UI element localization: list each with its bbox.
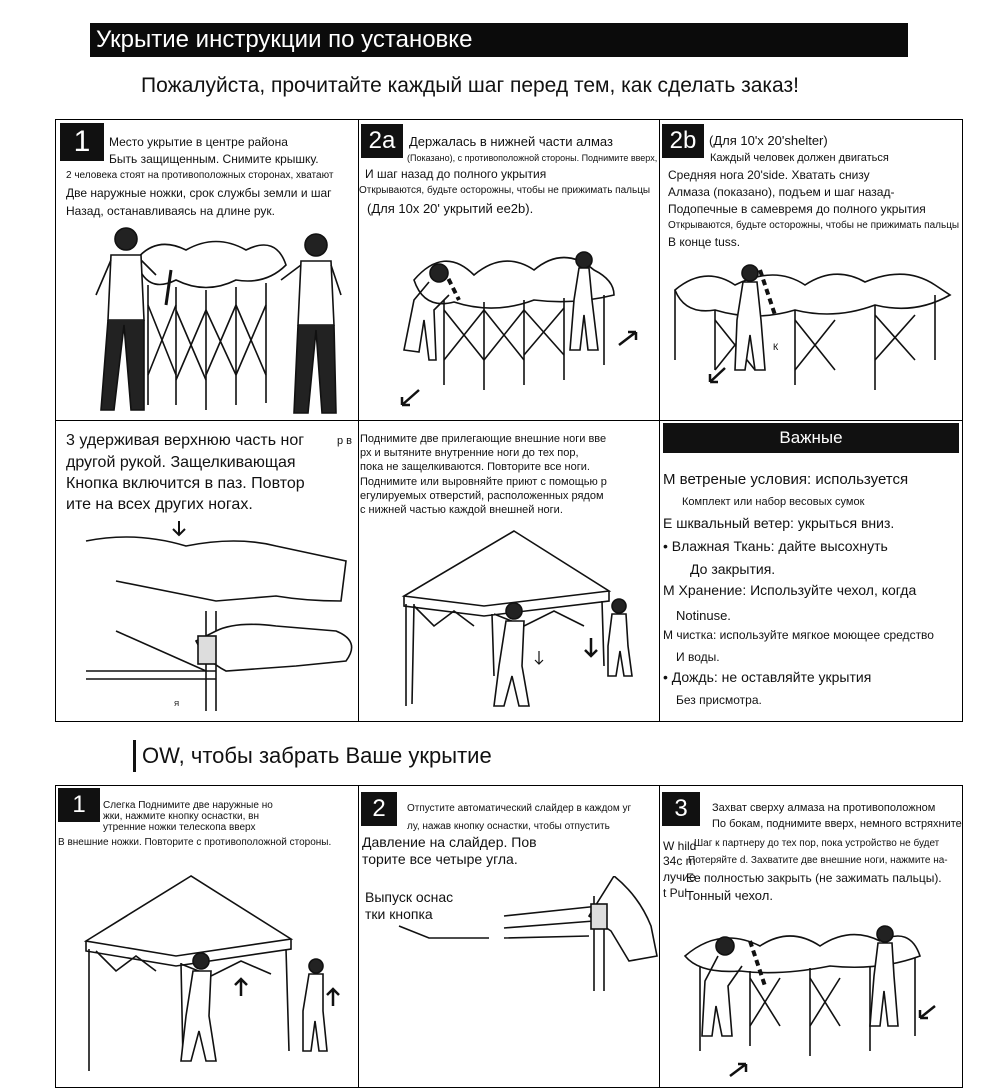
- step-text: торите все четыре угла.: [362, 851, 518, 867]
- step-text: 3 удерживая верхнюю часть ног: [66, 432, 305, 449]
- step-text: 2 человека стоят на противоположных сторонах, хватают: [66, 170, 334, 181]
- side-fragment: лучие: [663, 870, 696, 884]
- step-text: Открываются, будьте осторожны, чтобы не прижимать пальцы: [359, 185, 651, 196]
- step-text: Слегка Поднимите две наружные но: [103, 800, 273, 811]
- step-text: лу, нажав кнопку оснастки, чтобы отпустить: [407, 821, 610, 832]
- hand-snap-button-illustration: [76, 521, 360, 721]
- step-number: 2a: [361, 124, 403, 158]
- step-text: (Для 10x 20' укрытий ee2b).: [367, 201, 534, 216]
- step-text: Потеряйте d. Захватите две внешние ноги, нажмите на-: [688, 855, 948, 866]
- step-text: егулируемых отверстий, расположенных рядом: [360, 490, 604, 502]
- person-figure-icon: [494, 603, 529, 706]
- step-text: рх и вытяните внутренние ноги до тех пор,: [360, 447, 579, 459]
- note-text: Notinuse.: [676, 608, 731, 623]
- step-text: Давление на слайдер. Пов: [362, 834, 537, 850]
- arrow-icon: [535, 638, 597, 664]
- step-text: Назад, останавливаясь на длине рук.: [66, 204, 275, 218]
- canopy-tent-icon: [680, 916, 960, 1086]
- step-text: (Показано), с противоположной стороны. Поднимите вверх,: [407, 153, 658, 163]
- step-text: Средняя нога 20'side. Хватать снизу: [668, 168, 870, 182]
- step-text: ите на всех других ногах.: [66, 496, 253, 513]
- page-title: Укрытие инструкции по установке: [90, 23, 908, 57]
- step-text: Отпустите автоматический слайдер в каждом уг: [407, 803, 632, 814]
- arrow-icon: [402, 332, 636, 405]
- note-text: До закрытия.: [690, 561, 776, 577]
- person-figure-icon: [281, 234, 341, 413]
- step-text: с нижней частью каждой внешней ноги.: [360, 504, 563, 516]
- step-number: 1: [58, 788, 100, 822]
- side-fragment: W hild: [663, 839, 697, 853]
- step-text: Ее полностью закрыть (не зажимать пальцы).: [686, 871, 942, 885]
- step-number: 2b: [662, 124, 704, 158]
- step-text-cut: р в: [337, 435, 353, 447]
- arrow-icon: [173, 521, 185, 535]
- step-text: Алмаза (показано), подъем и шаг назад-: [668, 185, 895, 199]
- person-figure-icon: [608, 599, 632, 676]
- canopy-tent-icon: [81, 871, 341, 1076]
- step-text: жки, нажмите кнопку оснастки, вн: [103, 811, 259, 822]
- snap-button-release-illustration: [389, 876, 659, 996]
- step-text: Поднимите или выровняйте приют с помощью р: [360, 476, 607, 488]
- note-text: Е шквальный ветер: укрыться вниз.: [663, 515, 895, 531]
- step-text: Открываются, будьте осторожны, чтобы не прижимать пальцы: [668, 220, 960, 231]
- step-text: другой рукой. Защелкивающая: [66, 454, 296, 471]
- release-label: Выпуск оснас: [365, 889, 454, 905]
- step-text: (Для 10'x 20'shelter): [709, 133, 828, 148]
- step-text: пока не защелкиваются. Повторите все ноги.: [360, 461, 590, 473]
- figure-label: Я: [174, 701, 180, 708]
- important-heading: Важные: [663, 423, 959, 453]
- step-1-panel: [55, 119, 360, 422]
- important-notes-panel: [659, 420, 963, 722]
- side-fragment: t Pul: [663, 886, 688, 900]
- canopy-tent-icon: [374, 240, 659, 420]
- person-figure-icon: [181, 953, 216, 1061]
- step-text: В конце tuss.: [668, 235, 741, 249]
- canopy-tent-icon: [86, 225, 346, 420]
- takedown-step-1-panel: [55, 785, 360, 1088]
- step-text: Тонный чехол.: [686, 888, 773, 903]
- page-subtitle: Пожалуйста, прочитайте каждый шаг перед тем, как сделать заказ!: [141, 74, 799, 97]
- note-text: М Хранение: Используйте чехол, когда: [663, 582, 917, 598]
- step-text: По бокам, поднимите вверх, немного встряхните: [712, 818, 962, 830]
- step-text: Захват сверху алмаза на противоположном: [712, 802, 936, 814]
- step-3-panel: [55, 420, 360, 722]
- step-4-panel: [358, 420, 661, 722]
- canopy-tent-icon: [665, 260, 960, 420]
- person-figure-icon: [303, 959, 327, 1051]
- step-text: Кнопка включится в паз. Повтор: [66, 475, 305, 492]
- step-text: Подопечные в самевремя до полного укрытия: [668, 202, 926, 216]
- note-text: И воды.: [676, 650, 720, 664]
- step-number: 1: [60, 123, 104, 161]
- note-text: М чистка: используйте мягкое моющее средство: [663, 628, 934, 642]
- step-text: Место укрытие в центре района: [109, 135, 288, 149]
- step-text: Быть защищенным. Снимите крышку.: [109, 152, 319, 166]
- arrow-icon: [710, 368, 725, 382]
- figure-label: К: [773, 342, 779, 352]
- arrow-icon: [730, 1006, 935, 1076]
- step-text: Поднимите две прилегающие внешние ноги вве: [360, 433, 607, 445]
- step-text: И шаг назад до полного укрытия: [365, 167, 547, 181]
- step-text: Две наружные ножки, срок службы земли и шаг: [66, 186, 332, 200]
- step-2b-panel: [659, 119, 963, 422]
- note-text: М ветреные условия: используется: [663, 471, 909, 488]
- step-text: В внешние ножки. Повторите с противоположной стороны.: [58, 837, 332, 848]
- step-number: 3: [662, 792, 700, 826]
- note-text: • Дождь: не оставляйте укрытия: [663, 669, 872, 685]
- side-fragment: 34c m: [663, 854, 696, 868]
- step-text: Держалась в нижней части алмаз: [409, 134, 613, 149]
- takedown-heading: OW, чтобы забрать Ваше укрытие: [133, 740, 492, 772]
- step-text: утренние ножки телескопа вверх: [103, 822, 256, 833]
- step-number: 2: [361, 792, 397, 826]
- note-text: Комплект или набор весовых сумок: [682, 496, 865, 508]
- step-text: Шаг к партнеру до тех пор, пока устройство не будет: [694, 838, 940, 849]
- note-text: Без присмотра.: [676, 693, 762, 707]
- step-text: Каждый человек должен двигаться: [710, 152, 889, 164]
- step-2a-panel: [358, 119, 661, 422]
- takedown-step-2-panel: [358, 785, 661, 1088]
- takedown-step-3-panel: [659, 785, 963, 1088]
- release-label: тки кнопка: [365, 906, 433, 922]
- canopy-tent-icon: [394, 526, 639, 716]
- note-text: • Влажная Ткань: дайте высохнуть: [663, 538, 888, 554]
